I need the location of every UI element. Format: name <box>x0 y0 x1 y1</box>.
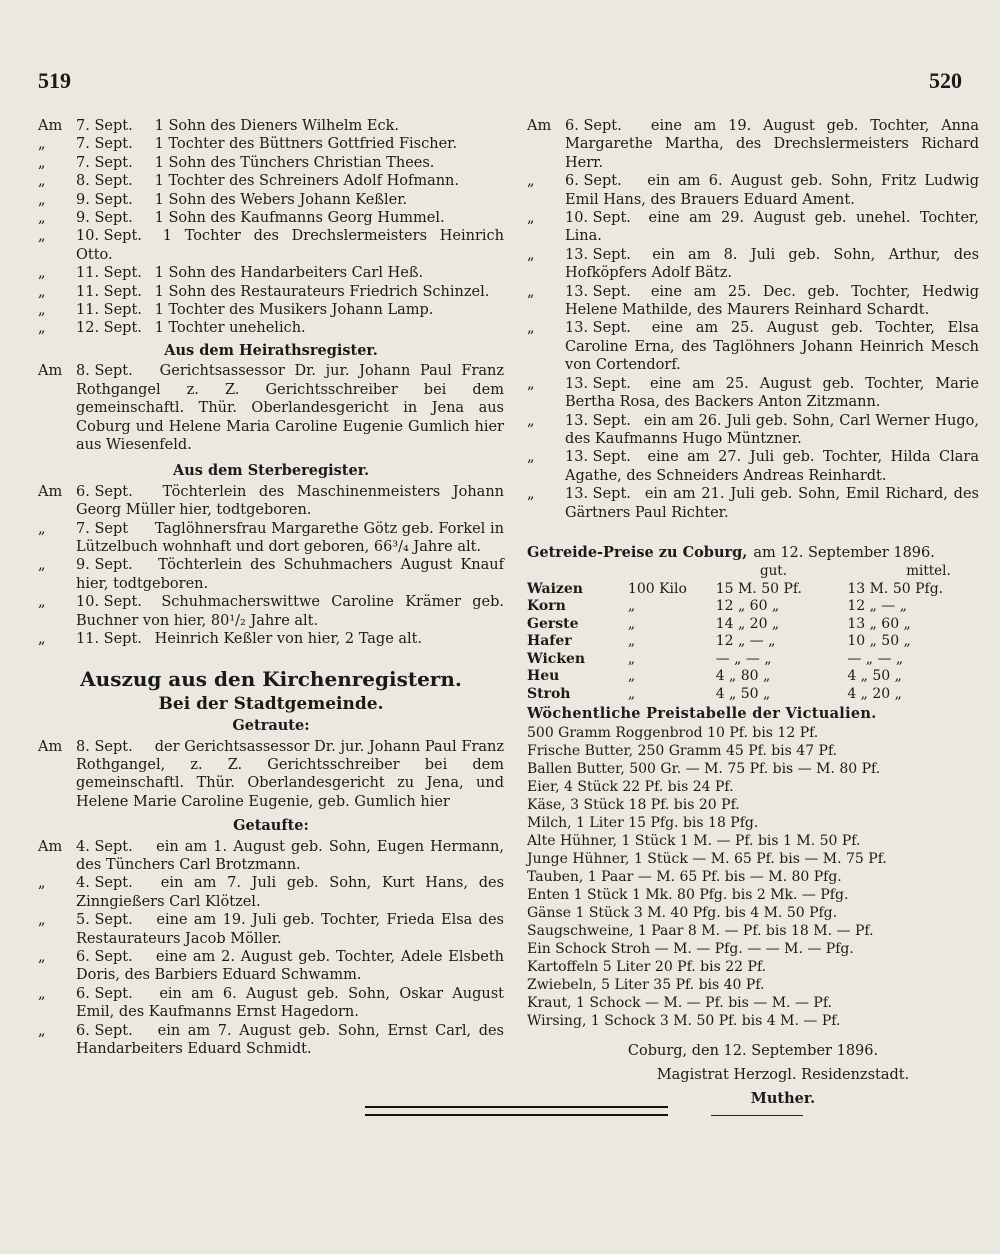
weekly-price-line: Wirsing, 1 Schock 3 M. 50 Pf. bis 4 M. — Pf. <box>527 1012 841 1029</box>
entry-text: 1 Tochter des Musikers Johann Lamp. <box>154 302 434 319</box>
weekly-price-line: Ein Schock Stroh — M. — Pfg. — — M. — Pfg. <box>527 940 854 957</box>
entry-prefix: Am <box>38 738 63 755</box>
weekly-price-line: Alte Hühner, 1 Stück 1 M. — Pf. bis 1 M. 50 Pf. <box>527 832 861 849</box>
baptism-entry <box>527 117 979 172</box>
entry-prefix: „ <box>38 136 46 153</box>
death-entry <box>38 483 504 520</box>
price-gut: 12 „ — „ <box>715 633 776 650</box>
col-mittel: mittel. <box>906 563 951 580</box>
entry-prefix: „ <box>527 173 535 190</box>
birth-entry <box>38 172 504 190</box>
weekly-price-line: Enten 1 Stück 1 Mk. 80 Pfg. bis 2 Mk. — Pfg. <box>527 886 849 903</box>
price-gut: 12 „ 60 „ <box>715 598 780 615</box>
entry-text: 1 Sohn des Handarbeiters Carl Heß. <box>154 265 424 282</box>
death-entry <box>38 630 504 648</box>
entry-date: 12. Sept. <box>76 320 142 337</box>
baptism-entry <box>38 911 504 948</box>
price-mittel: — „ — „ <box>847 650 904 667</box>
entry-date: 11. Sept. <box>76 283 142 300</box>
weekly-prices-list <box>527 724 979 1030</box>
price-gut: 15 M. 50 Pf. <box>715 580 803 597</box>
entry-date: 6. Sept. <box>565 173 622 190</box>
entry-date: 5. Sept. <box>76 912 133 929</box>
entry-text: ein am 8. Juli geb. Sohn, Arthur, des Hofköpfers Adolf Bätz. <box>565 246 980 282</box>
entry-prefix: Am <box>38 363 63 380</box>
price-unit: „ <box>627 668 636 685</box>
weekly-price-line: Käse, 3 Stück 18 Pf. bis 20 Pf. <box>527 796 740 813</box>
heirath-entry <box>38 362 504 454</box>
birth-entry <box>38 154 504 172</box>
birth-entry <box>38 227 504 264</box>
entry-date: 6. Sept. <box>565 118 622 134</box>
entry-prefix: „ <box>527 412 535 429</box>
baptism-list-left <box>38 838 504 1059</box>
baptism-entry <box>38 838 504 875</box>
grain-prices-header <box>527 562 979 580</box>
price-unit: „ <box>627 650 636 667</box>
weekly-price-line: Junge Hühner, 1 Stück — M. 65 Pf. bis — M. 75 Pf. <box>527 850 887 867</box>
heirath-heading: Aus dem Heirathsregister. <box>164 341 378 359</box>
price-unit: „ <box>627 685 636 702</box>
baptism-entry <box>38 1022 504 1059</box>
weekly-price-line: Saugschweine, 1 Paar 8 M. — Pf. bis 18 M. — Pf. <box>527 922 874 939</box>
entry-prefix: „ <box>38 154 46 171</box>
getraute-heading: Getraute: <box>232 717 310 735</box>
entry-text: eine am 19. Juli geb. Tochter, Frieda Elsa des Restaurateurs Jacob Möller. <box>76 912 504 947</box>
price-mittel: 13 „ 60 „ <box>847 615 911 632</box>
weekly-price-line: Ballen Butter, 500 Gr. — M. 75 Pf. bis — M. 80 Pf. <box>527 760 881 777</box>
entry-prefix: „ <box>38 985 46 1002</box>
price-unit: „ <box>627 633 636 650</box>
grain-prices-date: am 12. September 1896. <box>753 544 935 561</box>
entry-text: ein am 7. August geb. Sohn, Ernst Carl, des Handarbeiters Eduard Schmidt. <box>76 1022 505 1058</box>
entry-text: eine am 27. Juli geb. Tochter, Hilda Clara Agathe, des Schneiders Andreas Reinhardt. <box>565 449 979 484</box>
entry-date: 13. Sept. <box>565 486 631 503</box>
left-column <box>38 117 504 1059</box>
entry-prefix: „ <box>38 265 46 282</box>
birth-entry <box>38 264 504 282</box>
weekly-price-line: Tauben, 1 Paar — M. 65 Pf. bis — M. 80 Pfg. <box>527 868 842 885</box>
birth-entry <box>38 135 504 153</box>
weekly-prices-title: Wöchentliche Preistabelle der Victualien. <box>527 705 877 723</box>
baptism-entry <box>527 283 979 320</box>
entry-prefix: „ <box>38 283 46 300</box>
entry-date: 4. Sept. <box>76 875 133 892</box>
entry-text: eine am 25. August geb. Tochter, Marie Bertha Rosa, des Backers Anton Zitzmann. <box>565 375 979 411</box>
getaufte-heading: Getaufte: <box>233 817 309 835</box>
price-mittel: 12 „ — „ <box>847 598 907 615</box>
births-list <box>38 117 504 338</box>
price-label: Waizen <box>527 580 583 597</box>
entry-date: 10. Sept. <box>565 210 631 227</box>
entry-text: eine am 19. August geb. Tochter, Anna Margarethe Martha, des Drechslermeisters Richard Herr. <box>565 118 979 171</box>
closing-signature: Muther. <box>750 1090 816 1108</box>
weekly-price-line: Kraut, 1 Schock — M. — Pf. bis — M. — Pf. <box>527 994 832 1011</box>
entry-prefix: Am <box>38 118 63 134</box>
price-row <box>527 616 979 634</box>
entry-text: Töchterlein des Maschinenmeisters Johann Georg Müller hier, todtgeboren. <box>76 483 504 519</box>
entry-prefix: Am <box>38 483 63 500</box>
entry-text: ein am 1. August geb. Sohn, Eugen Hermann, des Tünchers Carl Brotzmann. <box>76 838 504 874</box>
entry-date: 13. Sept. <box>565 375 631 392</box>
entry-prefix: „ <box>38 302 46 319</box>
baptism-entry <box>527 375 979 412</box>
death-entry <box>38 520 504 557</box>
entry-text: ein am 26. Juli geb. Sohn, Carl Werner Hugo, des Kaufmanns Hugo Müntzner. <box>565 412 979 447</box>
entry-date: 7. Sept. <box>76 136 133 153</box>
baptism-entry <box>38 948 504 985</box>
entry-text: ein am 6. August geb. Sohn, Fritz Ludwig Emil Hans, des Brauers Eduard Ament. <box>565 173 979 208</box>
entry-date: 8. Sept. <box>76 173 133 190</box>
entry-prefix: „ <box>527 486 535 503</box>
entry-date: 6. Sept. <box>76 483 133 500</box>
entry-prefix: „ <box>38 875 46 892</box>
baptism-entry <box>527 485 979 522</box>
entry-date: 13. Sept. <box>565 246 631 263</box>
price-label: Wicken <box>527 650 586 667</box>
entry-text: Schuhmacherswittwe Caroline Krämer geb. Buchner von hier, 80¹/₂ Jahre alt. <box>76 594 505 629</box>
entry-prefix: „ <box>38 1022 46 1039</box>
entry-text: Gerichtsassessor Dr. jur. Johann Paul Franz Rothgangel z. Z. Gerichtsschreiber bei dem gemeinschaftl. Thür. Oberlandesgericht in Jena aus Coburg und Helene Maria Caroline Eugenie Gumlich hier aus Wiesenfeld. <box>76 363 505 453</box>
right-column <box>527 117 979 1116</box>
entry-text: eine am 25. Dec. geb. Tochter, Hedwig Helene Mathilde, des Maurers Reinhard Schardt. <box>565 283 979 319</box>
entry-text: 1 Tochter des Schreiners Adolf Hofmann. <box>154 173 460 190</box>
baptism-entry <box>527 246 979 283</box>
entry-text: ein am 7. Juli geb. Sohn, Kurt Hans, des Zinngießers Carl Klötzel. <box>76 875 505 910</box>
entry-text: eine am 2. August geb. Tochter, Adele Elsbeth Doris, des Barbiers Eduard Schwamm. <box>76 949 505 984</box>
entry-text: Töchterlein des Schuhmachers August Knauf hier, todtgeboren. <box>76 557 504 592</box>
grain-prices-table <box>527 581 979 704</box>
entry-date: 11. Sept. <box>76 265 142 282</box>
entry-prefix: „ <box>527 283 535 300</box>
price-row <box>527 651 979 669</box>
price-row <box>527 686 979 704</box>
grain-prices-title <box>527 544 979 562</box>
price-gut: — „ — „ <box>715 650 772 667</box>
entry-date: 6. Sept. <box>76 1022 133 1039</box>
entry-text: eine am 25. August geb. Tochter, Elsa Caroline Erna, des Taglöhners Johann Heinrich Mesch von Cortendorf. <box>565 320 979 374</box>
entry-date: 9. Sept. <box>76 210 133 227</box>
entry-text: eine am 29. August geb. unehel. Tochter, Lina. <box>565 210 980 245</box>
baptism-entry <box>527 172 979 209</box>
entry-prefix: „ <box>38 630 46 647</box>
entry-date: 9. Sept. <box>76 191 133 208</box>
entry-prefix: „ <box>527 449 535 466</box>
entry-date: 7. Sept. <box>76 118 133 134</box>
entry-date: 11. Sept. <box>76 630 142 647</box>
baptism-entry <box>527 412 979 449</box>
entry-date: 10. Sept. <box>76 228 142 245</box>
entry-date: 13. Sept. <box>565 412 631 429</box>
entry-text: 1 Tochter des Büttners Gottfried Fischer. <box>154 136 458 153</box>
price-row <box>527 668 979 686</box>
price-gut: 4 „ 80 „ <box>715 668 771 685</box>
entry-text: 1 Sohn des Dieners Wilhelm Eck. <box>154 118 399 134</box>
entry-date: 6. Sept. <box>76 949 133 966</box>
entry-text: der Gerichtsassessor Dr. jur. Johann Paul Franz Rothgangel, z. Z. Gerichtsschreiber bei dem gemeinschaftl. Thür. Oberlandesgericht zu Jena, und Helene Marie Caroline Eugenie, geb. Gumlich hier <box>76 738 505 810</box>
birth-entry <box>38 117 504 135</box>
birth-entry <box>38 319 504 337</box>
birth-entry <box>38 191 504 209</box>
weekly-price-line: Milch, 1 Liter 15 Pfg. bis 18 Pfg. <box>527 814 759 831</box>
getraute-entry <box>38 738 504 812</box>
entry-date: 9. Sept. <box>76 557 133 574</box>
entry-prefix: „ <box>527 246 535 263</box>
price-unit: 100 Kilo <box>627 580 687 597</box>
entry-text: 1 Sohn des Restaurateurs Friedrich Schinzel. <box>154 283 490 300</box>
closing-place-date: Coburg, den 12. September 1896. <box>627 1042 879 1059</box>
entry-text: Heinrich Keßler von hier, 2 Tage alt. <box>154 630 423 647</box>
entry-prefix: „ <box>38 912 46 929</box>
baptism-entry <box>38 985 504 1022</box>
entry-text: 1 Sohn des Tünchers Christian Thees. <box>154 154 435 171</box>
price-row <box>527 633 979 651</box>
price-row <box>527 581 979 599</box>
birth-entry <box>38 301 504 319</box>
entry-text: ein am 6. August geb. Sohn, Oskar August Emil, des Kaufmanns Ernst Hagedorn. <box>76 985 505 1021</box>
price-gut: 14 „ 20 „ <box>715 615 780 632</box>
entry-text: 1 Sohn des Kaufmanns Georg Hummel. <box>154 210 445 227</box>
entry-date: 4. Sept. <box>76 838 133 855</box>
weekly-price-line: Eier, 4 Stück 22 Pf. bis 24 Pf. <box>527 778 734 795</box>
stadtgemeinde-heading: Bei der Stadtgemeinde. <box>158 693 384 714</box>
price-label: Heu <box>527 668 560 685</box>
entry-date: 13. Sept. <box>565 449 631 466</box>
price-gut: 4 „ 50 „ <box>715 685 771 702</box>
entry-prefix: Am <box>38 838 63 855</box>
entry-prefix: „ <box>38 228 46 245</box>
price-mittel: 4 „ 50 „ <box>847 668 902 685</box>
entry-date: 8. Sept. <box>76 738 133 755</box>
entry-prefix: „ <box>38 210 46 227</box>
entry-prefix: Am <box>527 118 552 134</box>
col-gut: gut. <box>759 563 788 580</box>
birth-entry <box>38 283 504 301</box>
entry-text: ein am 21. Juli geb. Sohn, Emil Richard, des Gärtners Paul Richter. <box>565 486 979 521</box>
price-label: Stroh <box>527 685 571 702</box>
entry-prefix: „ <box>38 320 46 337</box>
baptism-entry <box>527 319 979 374</box>
weekly-price-line: 500 Gramm Roggenbrod 10 Pf. bis 12 Pf. <box>527 724 819 741</box>
section-double-rule <box>365 1106 668 1116</box>
entry-date: 6. Sept. <box>76 985 133 1002</box>
sterbe-heading: Aus dem Sterberegister. <box>172 462 370 480</box>
price-label: Hafer <box>527 633 572 650</box>
birth-entry <box>38 209 504 227</box>
entry-date: 7. Sept <box>76 520 129 537</box>
baptism-entry <box>527 209 979 246</box>
entry-date: 8. Sept. <box>76 363 133 380</box>
entry-prefix: „ <box>38 520 46 537</box>
entry-date: 13. Sept. <box>565 283 631 300</box>
death-list <box>38 483 504 649</box>
page-number-right: 520 <box>929 68 962 93</box>
entry-prefix: „ <box>527 210 535 227</box>
price-mittel: 10 „ 50 „ <box>847 633 911 650</box>
weekly-price-line: Zwiebeln, 5 Liter 35 Pf. bis 40 Pf. <box>527 976 765 993</box>
entry-text: 1 Tochter unehelich. <box>154 320 306 337</box>
entry-prefix: „ <box>38 173 46 190</box>
entry-prefix: „ <box>38 949 46 966</box>
baptism-entry <box>527 448 979 485</box>
signature-rule <box>711 1115 803 1116</box>
entry-text: Taglöhnersfrau Margarethe Götz geb. Forkel in Lützelbuch wohnhaft und dort geboren, 66³/₄ Jahre alt. <box>76 520 504 555</box>
entry-text: 1 Tochter des Drechslermeisters Heinrich Otto. <box>76 228 505 263</box>
entry-date: 10. Sept. <box>76 594 142 611</box>
entry-prefix: „ <box>38 191 46 208</box>
entry-prefix: „ <box>527 375 535 392</box>
price-mittel: 13 M. 50 Pfg. <box>847 580 944 597</box>
price-unit: „ <box>627 615 636 632</box>
closing-authority: Magistrat Herzogl. Residenzstadt. <box>656 1067 910 1084</box>
kirchen-heading: Auszug aus den Kirchenregistern. <box>80 667 462 692</box>
death-entry <box>38 593 504 630</box>
entry-prefix: „ <box>38 594 46 611</box>
weekly-price-line: Kartoffeln 5 Liter 20 Pf. bis 22 Pf. <box>527 958 767 975</box>
price-row <box>527 598 979 616</box>
entry-date: 7. Sept. <box>76 154 133 171</box>
entry-text: 1 Sohn des Webers Johann Keßler. <box>154 191 408 208</box>
price-label: Korn <box>527 598 566 615</box>
price-label: Gerste <box>527 615 579 632</box>
death-entry <box>38 556 504 593</box>
entry-date: 11. Sept. <box>76 302 142 319</box>
baptism-entry <box>38 874 504 911</box>
entry-prefix: „ <box>527 320 535 337</box>
grain-prices-heading: Getreide-Preise zu Coburg, <box>527 543 748 561</box>
weekly-price-line: Frische Butter, 250 Gramm 45 Pf. bis 47 Pf. <box>527 742 838 759</box>
weekly-price-line: Gänse 1 Stück 3 M. 40 Pfg. bis 4 M. 50 Pfg. <box>527 904 838 921</box>
page-number-left: 519 <box>38 68 71 93</box>
price-mittel: 4 „ 20 „ <box>847 685 902 702</box>
price-unit: „ <box>627 598 636 615</box>
baptism-list-right <box>527 117 979 522</box>
entry-date: 13. Sept. <box>565 320 631 337</box>
entry-prefix: „ <box>38 557 46 574</box>
